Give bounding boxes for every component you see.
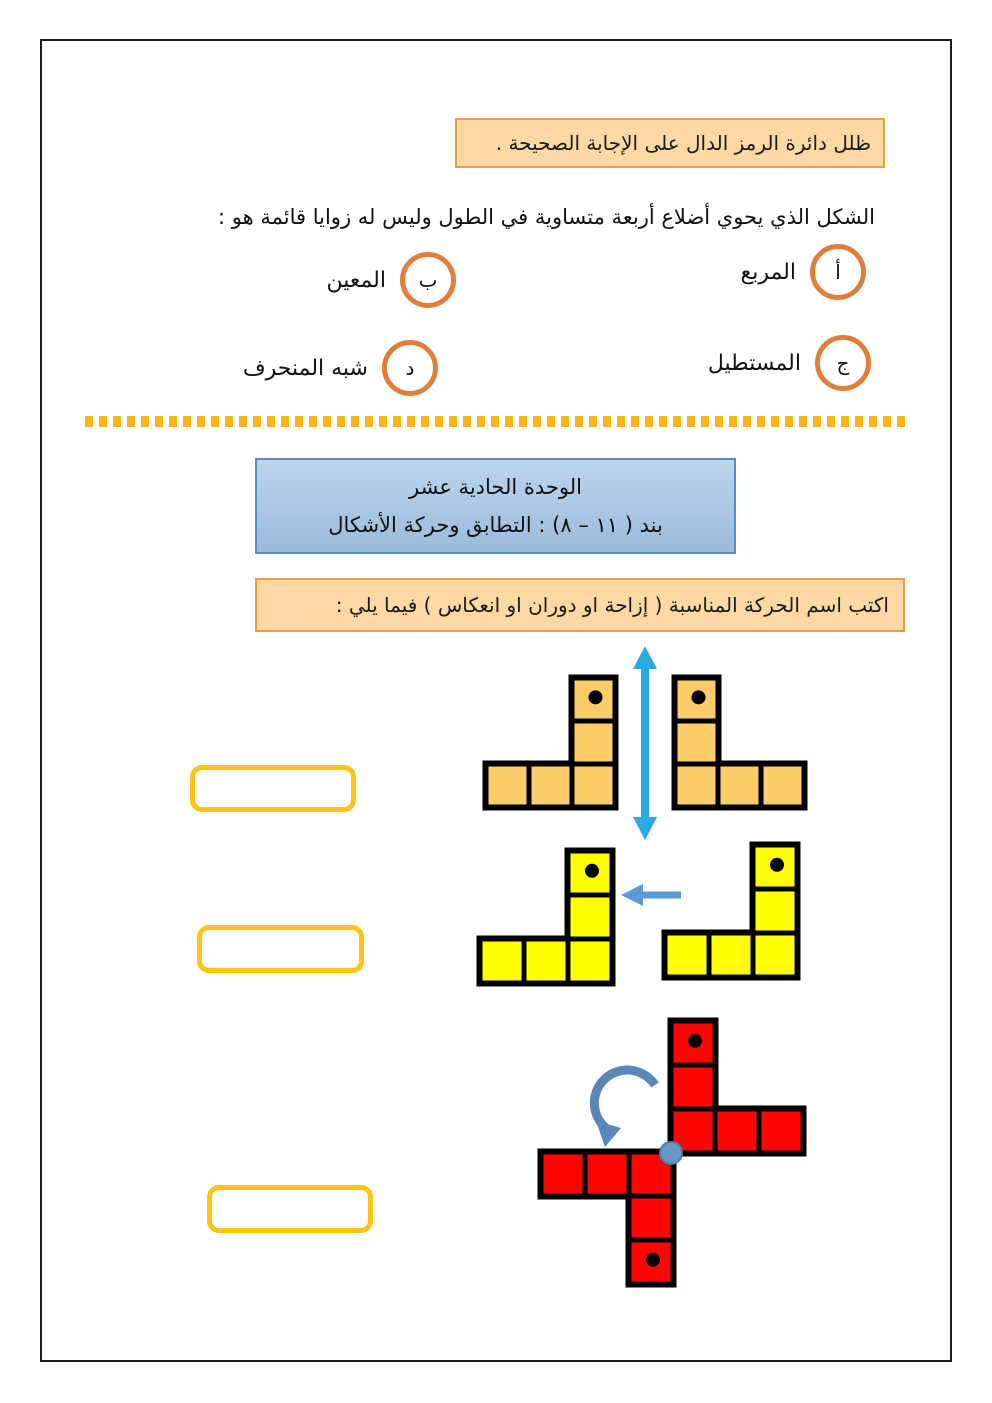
- movement-task-instruction-box: [255, 578, 905, 632]
- option-c-circle[interactable]: [815, 335, 871, 391]
- unit-title-line1: الوحدة الحادية عشر: [409, 474, 582, 499]
- option-a-letter: أ: [835, 260, 841, 284]
- option-b-label: المعين: [326, 267, 386, 293]
- option-b-circle[interactable]: [400, 252, 456, 308]
- option-d-letter: د: [405, 356, 415, 380]
- answer-box-translation[interactable]: [197, 925, 364, 973]
- option-a-circle[interactable]: [810, 244, 866, 300]
- option-d-circle[interactable]: [382, 340, 438, 396]
- shade-answer-instruction-text: ظلل دائرة الرمز الدال على الإجابة الصحيحة .: [495, 131, 871, 155]
- movement-task-instruction-text: اكتب اسم الحركة المناسبة ( إزاحة او دوران او انعكاس ) فيما يلي :: [335, 593, 889, 617]
- option-a: [740, 244, 866, 300]
- answer-box-rotation[interactable]: [207, 1185, 373, 1233]
- unit-title-box: [255, 458, 736, 554]
- option-c: [708, 335, 871, 391]
- unit-title-line2: بند ( ١١ – ٨) : التطابق وحركة الأشكال: [328, 513, 663, 538]
- option-b-letter: ب: [418, 268, 438, 292]
- option-d: [243, 340, 438, 396]
- option-a-label: المربع: [740, 259, 796, 285]
- option-d-label: شبه المنحرف: [242, 355, 368, 381]
- answer-box-reflection[interactable]: [190, 765, 356, 812]
- page-border: [40, 39, 952, 1362]
- dotted-divider: [85, 416, 905, 427]
- shade-answer-instruction-box: [455, 118, 885, 168]
- option-c-label: المستطيل: [707, 350, 801, 376]
- option-b: [326, 252, 456, 308]
- option-c-letter: ج: [836, 351, 850, 375]
- question-text: الشكل الذي يحوي أضلاع أربعة متساوية في الطول وليس له زوايا قائمة هو :: [218, 205, 875, 229]
